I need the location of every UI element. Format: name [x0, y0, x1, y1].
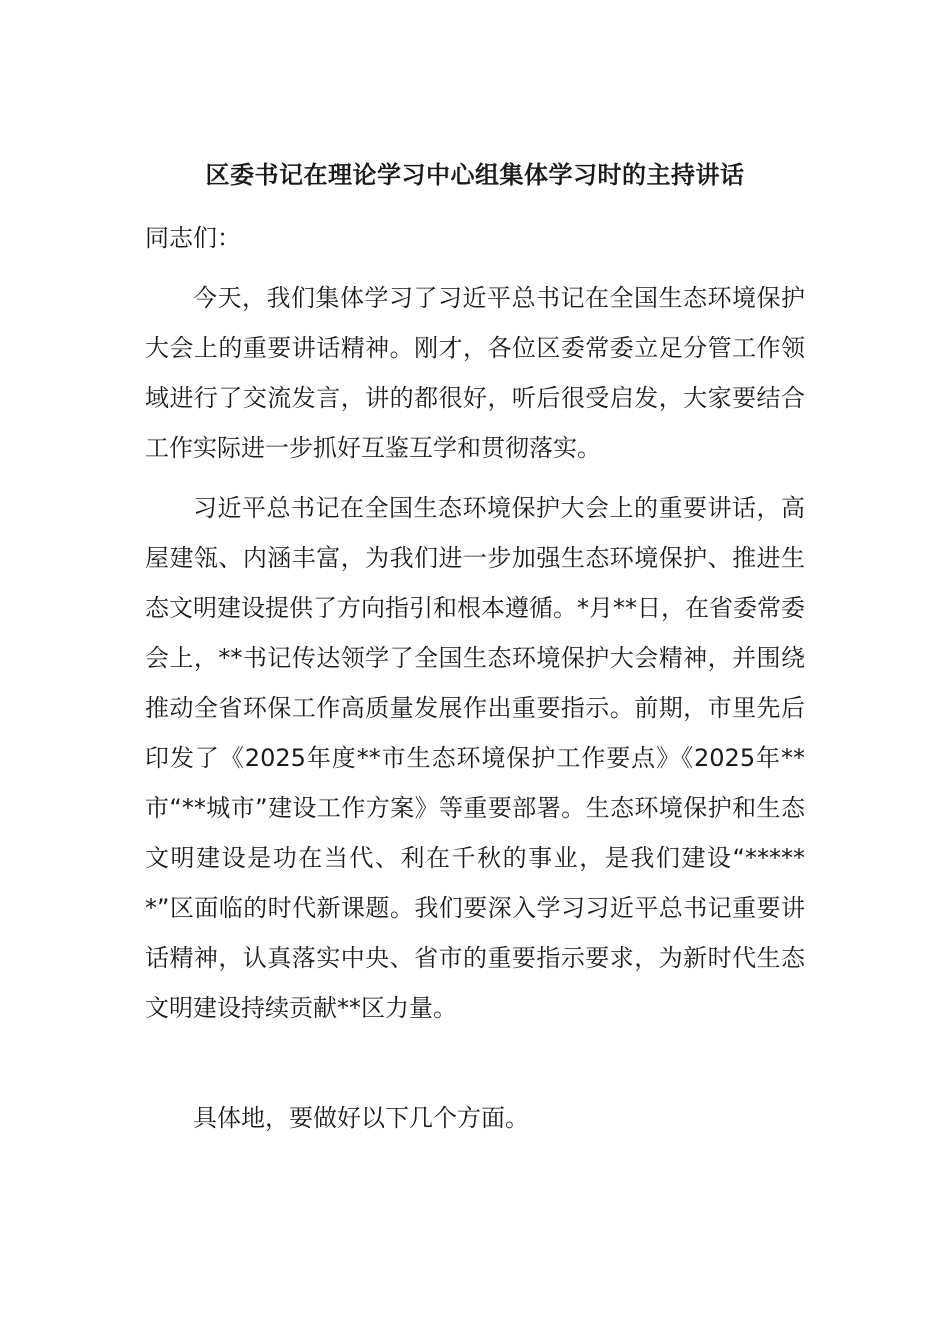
paragraph-main: 习近平总书记在全国生态环境保护大会上的重要讲话，高屋建瓴、内涵丰富，为我们进一步加强生态环境保护、推进生态文明建设提供了方向指引和根本遵循。*月**日，在省委常委会上，**书记传达领学了全国生态环境保护大会精神，并围绕推动全省环保工作高质量发展作出重要指示。前期，市里先后印发了《2025年度**市生态环境保护工作要点》《2025年**市“**城市”建设工作方案》等重要部署。生态环境保护和生态文明建设是功在当代、利在千秋的事业，是我们建设“******”区面临的时代新课题。我们要深入学习习近平总书记重要讲话精神，认真落实中央、省市的重要指示要求，为新时代生态文明建设持续贡献**区力量。	[145, 494, 805, 1022]
paragraph-intro: 今天，我们集体学习了习近平总书记在全国生态环境保护大会上的重要讲话精神。刚才，各位区委常委立足分管工作领域进行了交流发言，讲的都很好，听后很受启发，大家要结合工作实际进一步抓好互鉴互学和贯彻落实。	[145, 284, 805, 462]
salutation: 同志们：	[145, 224, 241, 252]
document-title: 区委书记在理论学习中心组集体学习时的主持讲话	[205, 161, 745, 189]
paragraph-transition: 具体地，要做好以下几个方面。	[193, 1104, 529, 1132]
